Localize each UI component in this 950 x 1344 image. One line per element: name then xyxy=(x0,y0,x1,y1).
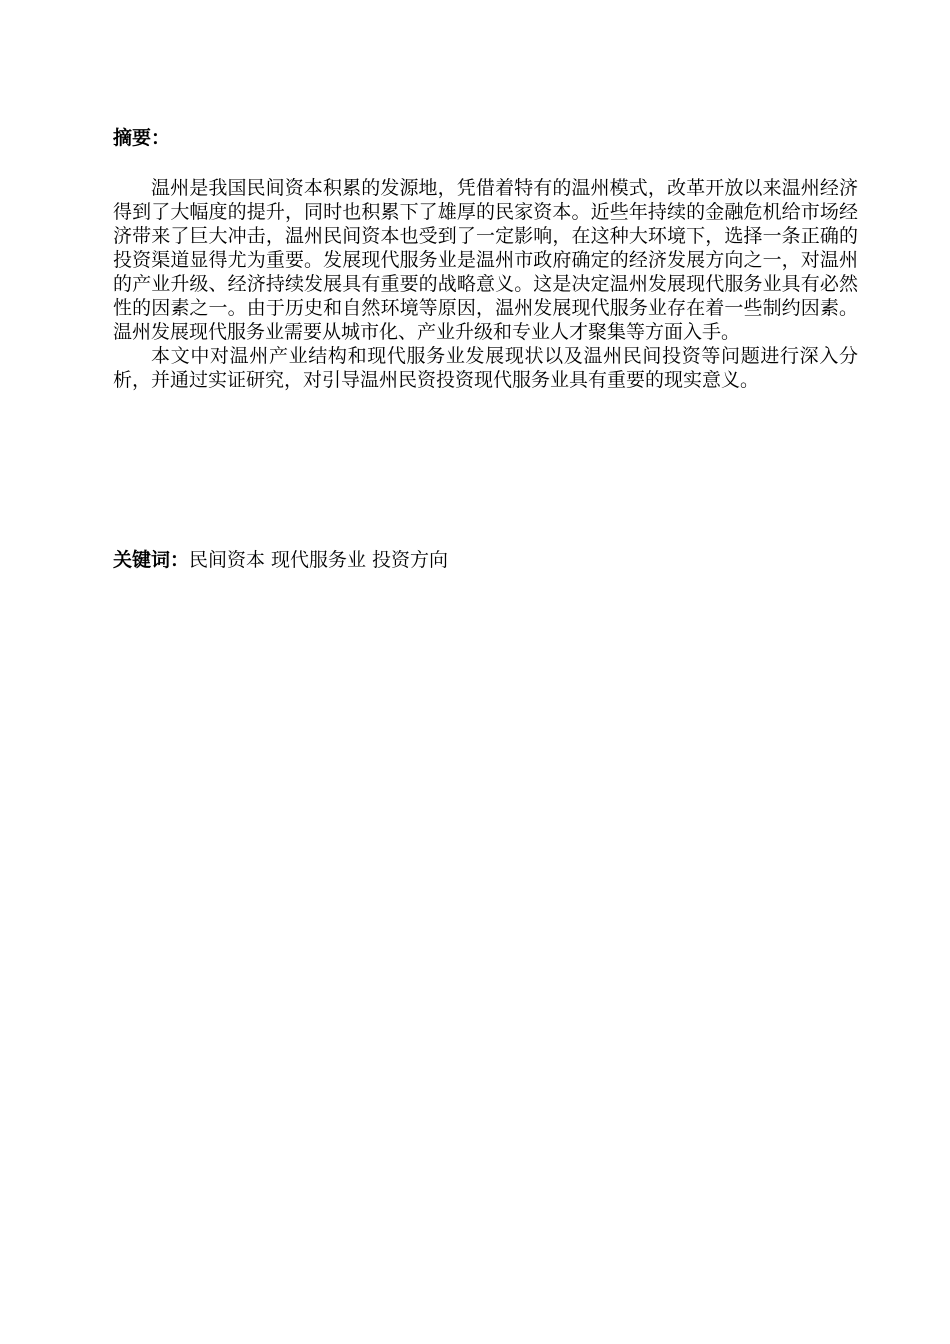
abstract-paragraph: 温州是我国民间资本积累的发源地，凭借着特有的温州模式，改革开放以来温州经济得到了大幅度的提升，同时也积累下了雄厚的民家资本。近些年持续的金融危机给市场经济带来了巨大冲击，温州民间资本也受到了一定影响，在这种大环境下，选择一条正确的投资渠道显得尤为重要。发展现代服务业是温州市政府确定的经济发展方向之一，对温州的产业升级、经济持续发展具有重要的战略意义。这是决定温州发展现代服务业具有必然性的因素之一。由于历史和自然环境等原因，温州发展现代服务业存在着一些制约因素。温州发展现代服务业需要从城市化、产业升级和专业人才聚集等方面入手。 xyxy=(113,177,858,343)
abstract-body xyxy=(113,176,858,392)
keywords-line xyxy=(113,548,454,572)
keyword-item: 现代服务业 xyxy=(271,549,367,571)
keyword-item: 民间资本 xyxy=(189,549,266,571)
abstract-heading: 摘要： xyxy=(113,127,171,149)
keyword-item: 投资方向 xyxy=(372,549,449,571)
abstract-paragraph: 本文中对温州产业结构和现代服务业发展现状以及温州民间投资等问题进行深入分析，并通过实证研究，对引导温州民资投资现代服务业具有重要的现实意义。 xyxy=(113,345,858,391)
keywords-label: 关键词： xyxy=(113,549,190,571)
